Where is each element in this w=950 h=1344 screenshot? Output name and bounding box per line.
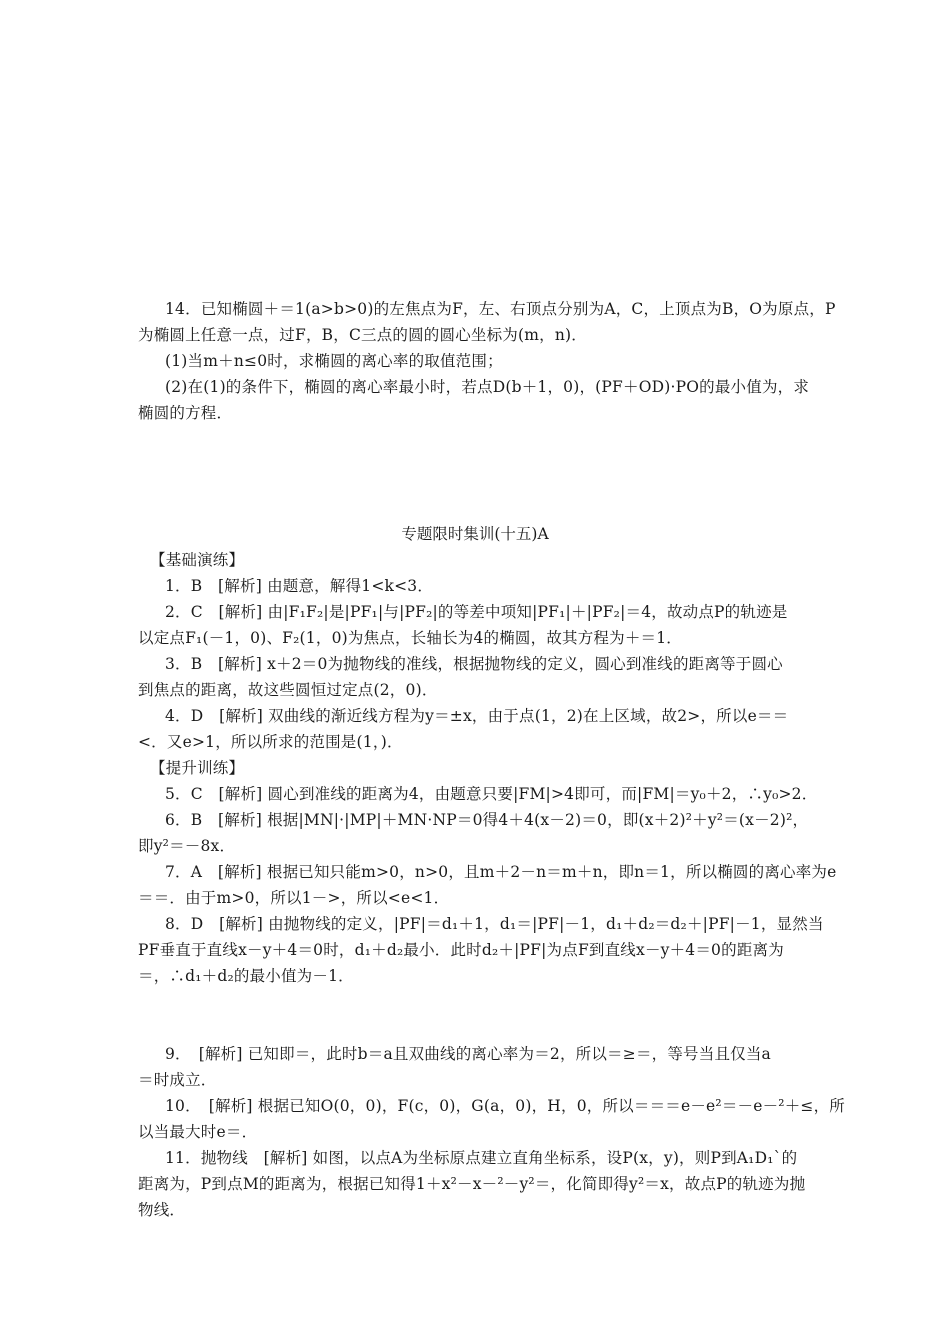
section-heading-basic: 【基础演练】 xyxy=(150,551,245,569)
answer-11-line-2: 距离为，P到点M的距离为，根据已知得1＋x²－x－²－y²＝，化简即得y²＝x，故点P的轨迹为抛 xyxy=(138,1175,806,1193)
section-heading-advanced: 【提升训练】 xyxy=(150,759,245,777)
problem-14-line-5: 椭圆的方程． xyxy=(138,404,233,422)
problem-14-part-2: (2)在(1)的条件下，椭圆的离心率最小时，若点D(b＋1，0)，(PF＋OD)·PO的最小值为，求 xyxy=(165,378,810,396)
answers-title: 专题限时集训(十五)A xyxy=(401,525,549,543)
answer-11-line-3: 物线． xyxy=(138,1201,186,1219)
answer-3-line-2: 到焦点的距离，故这些圆恒过定点(2，0)． xyxy=(138,681,438,699)
answer-8-line-1: 8．D [解析] 由抛物线的定义，|PF|＝d₁＋1，d₁＝|PF|－1，d₁＋d₂＝d₂＋|PF|－1，显然当 xyxy=(165,915,824,933)
answer-6-line-1: 6．B [解析] 根据|MN|·|MP|＋MN·NP＝0得4＋4(x－2)＝0，即(x＋2)²＋y²＝(x－2)²， xyxy=(165,811,809,829)
problem-14-line-2: 为椭圆上任意一点，过F，B，C三点的圆的圆心坐标为(m，n)． xyxy=(138,326,587,344)
answer-5: 5．C [解析] 圆心到准线的距离为4，由题意只要|FM|>4即可，而|FM|＝y₀＋2，∴y₀>2． xyxy=(165,785,818,803)
answer-1: 1．B [解析] 由题意，解得1<k<3． xyxy=(165,577,434,595)
problem-14-line-1: 14．已知椭圆＋＝1(a>b>0)的左焦点为F，左、右顶点分别为A，C，上顶点为B，O为原点，P xyxy=(165,300,836,318)
answer-7-line-2: ＝＝．由于m>0，所以1－>，所以<e<1． xyxy=(138,889,450,907)
answer-3-line-1: 3．B [解析] x＋2＝0为抛物线的准线，根据抛物线的定义，圆心到准线的距离等于圆心 xyxy=(165,655,783,673)
answer-4-line-2: <．又e>1，所以所求的范围是(1，)． xyxy=(138,733,403,751)
answer-7-line-1: 7．A [解析] 根据已知只能m>0，n>0，且m＋2－n＝m＋n，即n＝1，所以椭圆的离心率为e xyxy=(165,863,837,881)
answer-8-line-3: ＝，∴d₁＋d₂的最小值为－1． xyxy=(138,967,354,985)
answer-9-line-1: 9． [解析] 已知即＝，此时b＝a且双曲线的离心率为＝2，所以＝≥＝，等号当且仅当a xyxy=(165,1045,771,1063)
answer-10-line-2: 以当最大时e＝． xyxy=(138,1123,258,1141)
answer-8-line-2: PF垂直于直线x－y＋4＝0时，d₁＋d₂最小．此时d₂＋|PF|为点F到直线x－y＋4＝0的距离为 xyxy=(138,941,784,959)
answer-2-line-1: 2．C [解析] 由|F₁F₂|是|PF₁|与|PF₂|的等差中项知|PF₁|＋|PF₂|＝4，故动点P的轨迹是 xyxy=(165,603,788,621)
answer-4-line-1: 4．D [解析] 双曲线的渐近线方程为y＝±x，由于点(1，2)在上区域，故2>，所以e＝＝ xyxy=(165,707,789,725)
answer-10-line-1: 10． [解析] 根据已知O(0，0)，F(c，0)，G(a，0)，H，0，所以＝＝＝e－e²＝－e－²＋≤，所 xyxy=(165,1097,846,1115)
answer-2-line-2: 以定点F₁(－1，0)、F₂(1，0)为焦点，长轴长为4的椭圆，故其方程为＋＝1． xyxy=(138,629,682,647)
answer-11-line-1: 11．抛物线 [解析] 如图，以点A为坐标原点建立直角坐标系，设P(x，y)，则P到A₁D₁`的 xyxy=(165,1149,798,1167)
answer-9-line-2: ＝时成立． xyxy=(138,1071,217,1089)
problem-14-part-1: (1)当m＋n≤0时，求椭圆的离心率的取值范围； xyxy=(165,352,503,370)
answer-6-line-2: 即y²＝－8x． xyxy=(138,837,236,855)
